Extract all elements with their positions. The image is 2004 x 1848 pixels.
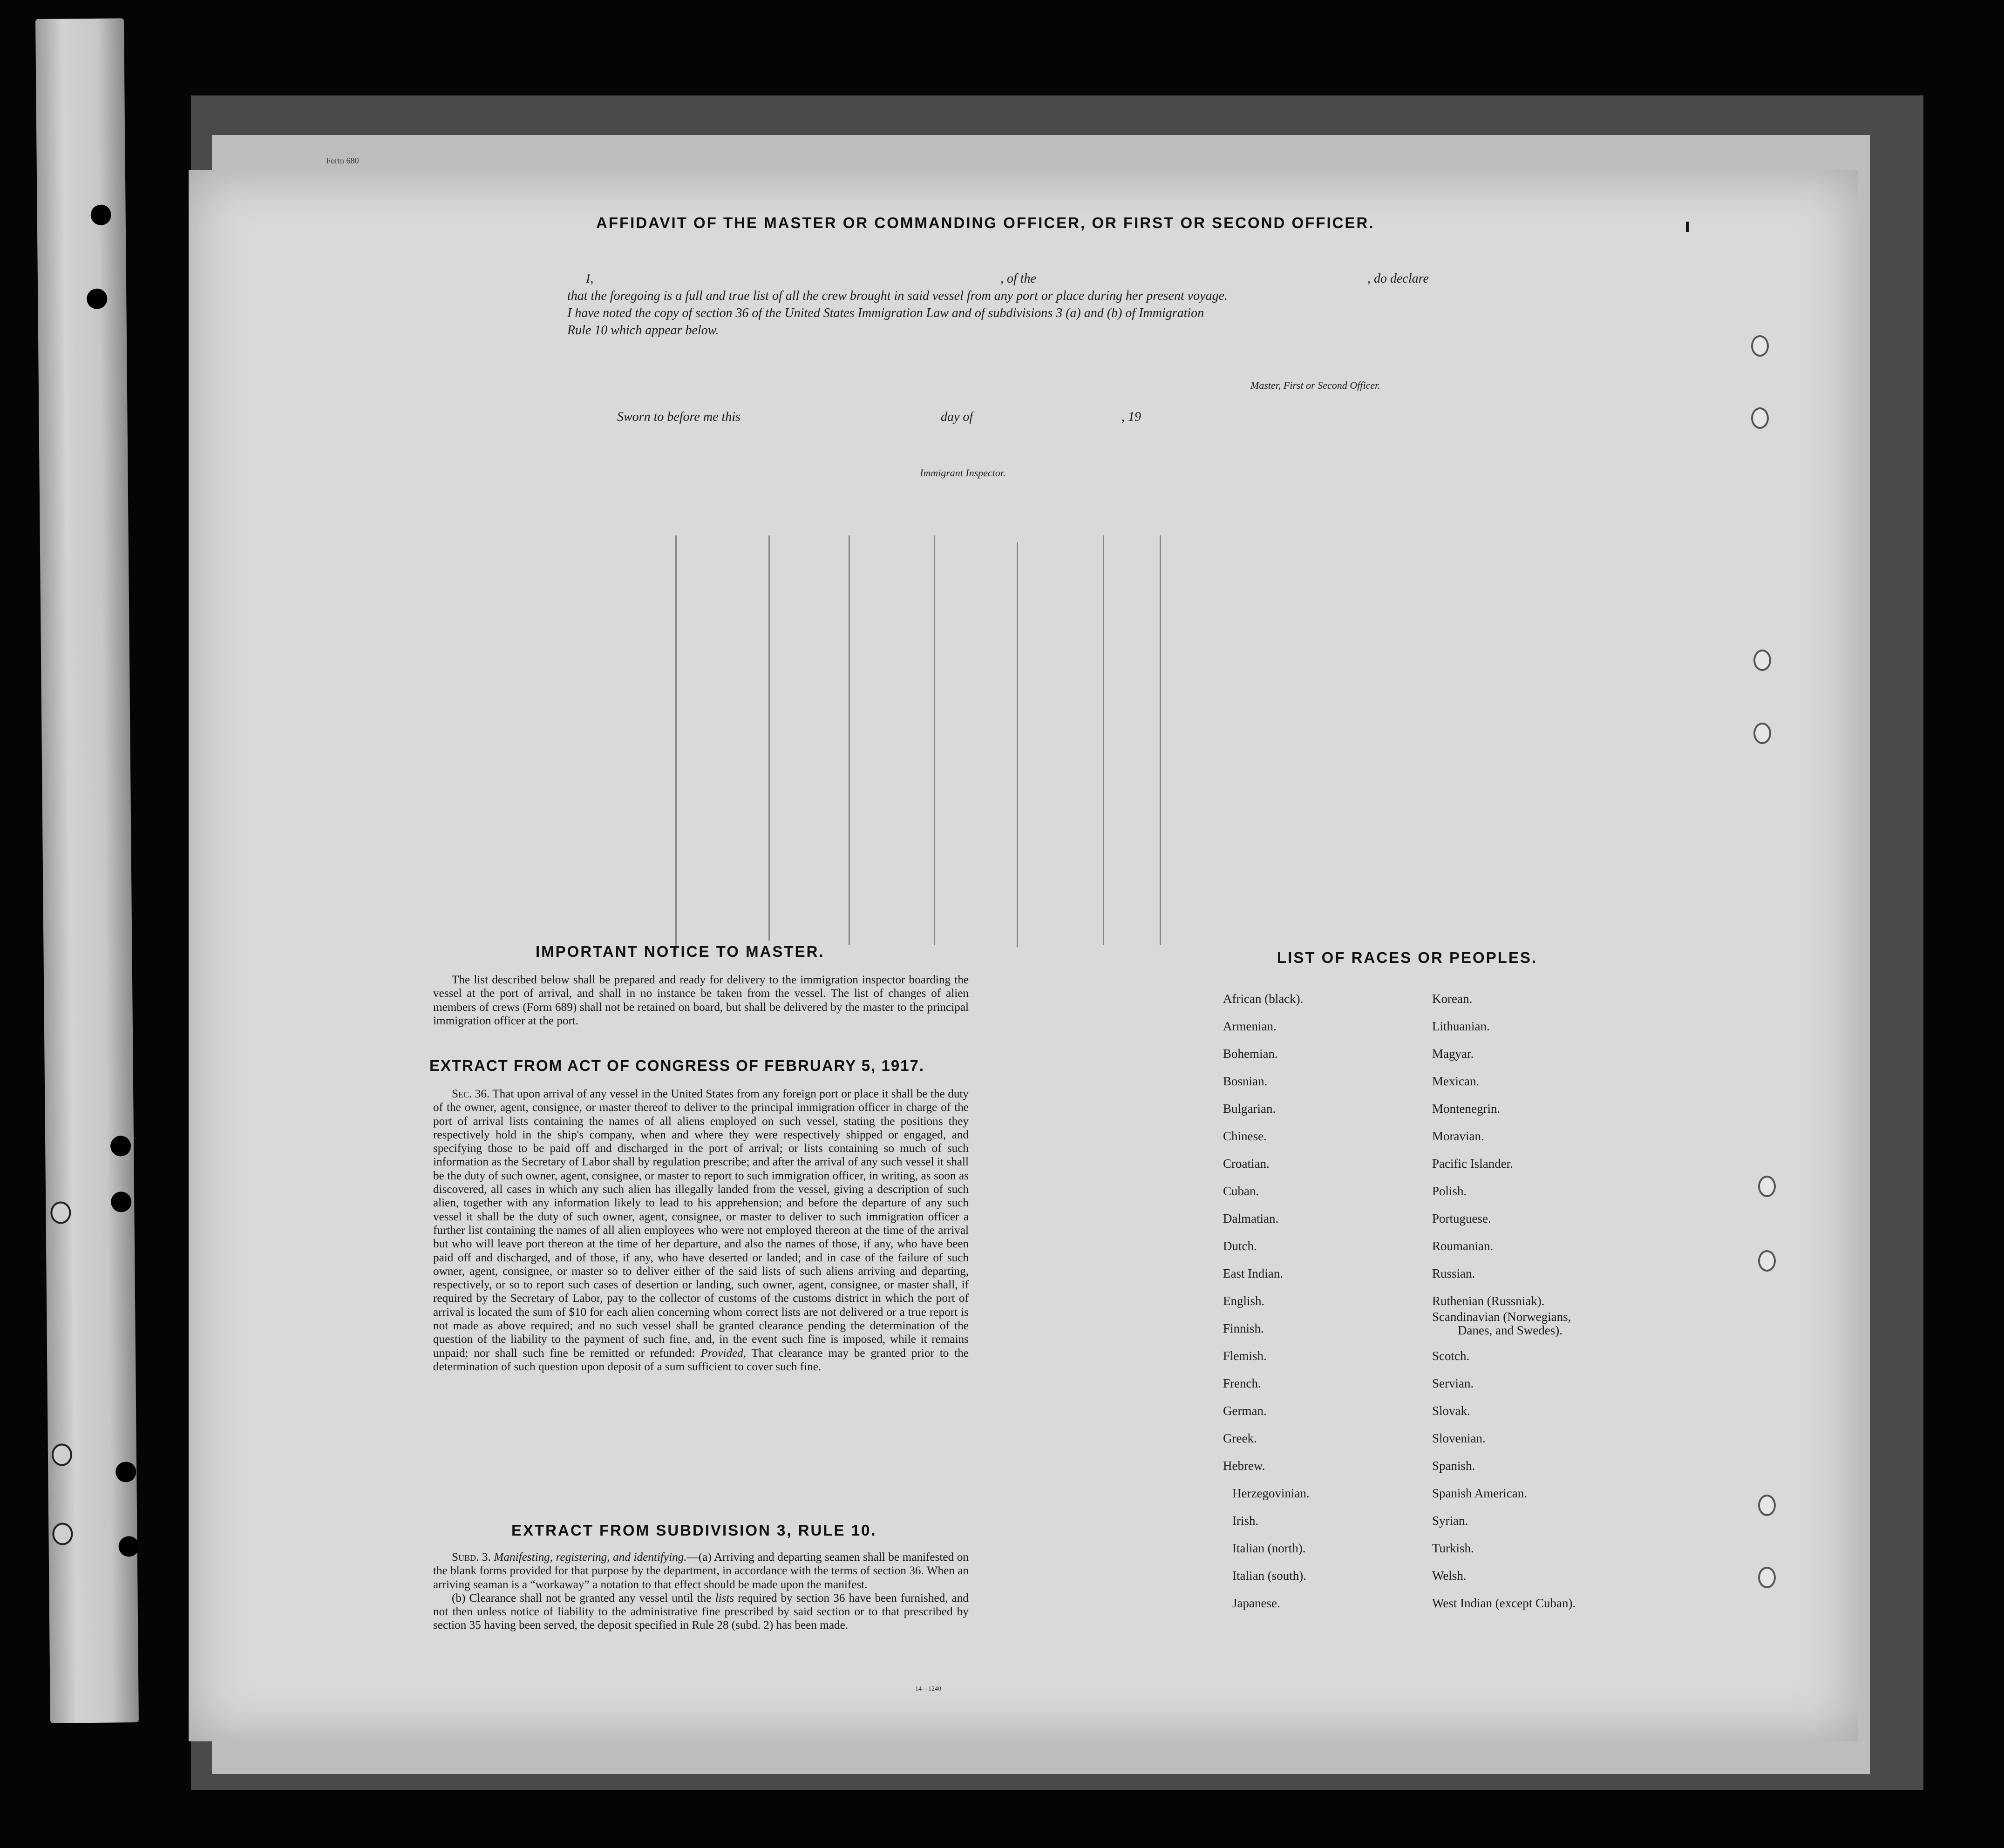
ink-mark bbox=[1686, 222, 1689, 232]
act-extract-title: EXTRACT FROM ACT OF CONGRESS OF FEBRUARY 5, 1917. bbox=[429, 1057, 925, 1074]
section-label: Sec. 36. bbox=[452, 1088, 490, 1100]
race-item: Irish. bbox=[1232, 1514, 1259, 1528]
race-item: Bulgarian. bbox=[1223, 1102, 1276, 1116]
punch-hole bbox=[111, 1191, 131, 1212]
notice-text: The list described below shall be prepared and ready for delivery to the immigration inspector boarding the vessel at the port of arrival, and shall in no instance be taken from the vessel. The list of changes of alien members of crews (Form 689) shall not be retained on board, but shall be delivered by the master to the principal immigration officer at the port. bbox=[433, 974, 969, 1027]
race-item: Cuban. bbox=[1223, 1184, 1259, 1198]
para-b-lists: lists bbox=[715, 1591, 734, 1604]
race-item: Italian (south). bbox=[1232, 1569, 1306, 1583]
race-item: Italian (north). bbox=[1232, 1541, 1306, 1555]
race-item: English. bbox=[1223, 1294, 1265, 1308]
race-item: Japanese. bbox=[1232, 1596, 1280, 1610]
year-prefix: , 19 bbox=[1121, 410, 1141, 424]
ring-hole bbox=[1751, 407, 1769, 429]
manifest-page bbox=[189, 170, 1858, 1741]
race-item: Bosnian. bbox=[1223, 1074, 1268, 1088]
do-declare-text: , do declare bbox=[1367, 271, 1429, 286]
race-item: Flemish. bbox=[1223, 1349, 1267, 1363]
rule-extract-title: EXTRACT FROM SUBDIVISION 3, RULE 10. bbox=[511, 1522, 877, 1539]
race-item: Welsh. bbox=[1432, 1569, 1467, 1583]
punch-hole bbox=[110, 1136, 131, 1156]
para-a: —(a) Arriving and departing seamen shall be manifested on the blank forms provided for that purpose by the department, in accordance with the terms of section 36. When an arriving seaman is a “workaway” a notation to that effect should be made upon the manifest. bbox=[433, 1551, 969, 1591]
column-rule bbox=[768, 535, 770, 941]
column-rule bbox=[675, 535, 677, 950]
punch-hole bbox=[91, 204, 111, 225]
race-item: Dalmatian. bbox=[1223, 1212, 1279, 1225]
ring-hole bbox=[1753, 650, 1771, 671]
race-item: Finnish. bbox=[1223, 1321, 1264, 1335]
affidavit-body bbox=[567, 270, 1457, 339]
race-item: Scandinavian (Norwegians, bbox=[1432, 1310, 1571, 1324]
race-item: Hebrew. bbox=[1223, 1459, 1265, 1473]
column-rule bbox=[1017, 542, 1018, 948]
ring-hole bbox=[1751, 335, 1769, 357]
race-item: African (black). bbox=[1223, 992, 1304, 1006]
column-rule bbox=[1160, 535, 1161, 945]
race-item: Croatian. bbox=[1223, 1157, 1270, 1171]
para-b-prefix: (b) Clearance shall not be granted any vessel until the bbox=[452, 1591, 712, 1604]
race-item: Spanish American. bbox=[1432, 1486, 1527, 1500]
of-the-text: , of the bbox=[1000, 271, 1036, 286]
ring-hole bbox=[1758, 1176, 1776, 1197]
act-text: That upon arrival of any vessel in the United States from any foreign port or place it shall be the duty of the owner, agent, consignee, or master thereof to deliver to the principal immigration officer in charge of the port of arrival lists containing the names of all aliens employed on such vessel, stating the positions they respectively hold in the ship's company, when and where they were respectively shipped or engaged, and specifying those to be paid off and discharged in the port of arrival; or lists containing so much of such information as the Secretary of Labor shall by regulation prescribe; and after the arrival of any such vessel it shall be the duty of such owner, agent, consignee, or master to report to such immigration officer, in writing, as soon as discovered, all cases in which any such alien has illegally landed from the vessel, giving a description of such alien, together with any information likely to lead to his apprehension; and before the departure of any such vessel it shall be the duty of such owner, agent, consignee, or master to deliver to such immigration officer a further list containing the names of all alien employees who were not employed thereon at the time of the arrival but who will leave port thereon at the time of her departure, and also the names of those, if any, who have been paid off and discharged, and of those, if any, who have deserted or landed; and in case of the failure of such owner, agent, consignee, or master so to deliver either of the said lists of such aliens arriving and departing, respectively, or so to report such cases of desertion or landing, such owner, agent, consignee, or master shall, if required by the Secretary of Labor, pay to the collector of customs of the customs district in which the port of arrival is located the sum of $10 for each alien concerning whom correct lists are not delivered or a true report is not made as above required; and no such vessel shall be granted clearance pending the determination of the question of the liability to the payment of such fine, and, in the event such fine is imposed, while it remains unpaid; nor shall such fine be remitted or refunded: bbox=[433, 1088, 969, 1360]
affidavit-title: AFFIDAVIT OF THE MASTER OR COMMANDING OFFICER, OR FIRST OR SECOND OFFICER. bbox=[596, 214, 1375, 231]
ring-hole bbox=[1758, 1567, 1776, 1588]
race-item: Danes, and Swedes). bbox=[1458, 1323, 1562, 1337]
ring-hole bbox=[1758, 1495, 1776, 1516]
binding-strip bbox=[35, 18, 139, 1723]
race-item: Armenian. bbox=[1223, 1019, 1277, 1033]
race-item: Roumanian. bbox=[1432, 1239, 1494, 1253]
race-item: Herzegovinian. bbox=[1232, 1486, 1310, 1500]
races-title: LIST OF RACES OR PEOPLES. bbox=[1277, 949, 1538, 966]
race-item: Moravian. bbox=[1432, 1129, 1484, 1143]
race-item: Turkish. bbox=[1432, 1541, 1474, 1555]
race-item: Dutch. bbox=[1223, 1239, 1257, 1253]
race-item: Scotch. bbox=[1432, 1349, 1470, 1363]
race-item: Slovak. bbox=[1432, 1404, 1470, 1418]
race-item: West Indian (except Cuban). bbox=[1432, 1596, 1576, 1610]
race-item: Spanish. bbox=[1432, 1459, 1475, 1473]
race-item: Mexican. bbox=[1432, 1074, 1480, 1088]
race-item: East Indian. bbox=[1223, 1266, 1283, 1280]
race-item: Ruthenian (Russniak). bbox=[1432, 1294, 1545, 1308]
race-item: Syrian. bbox=[1432, 1514, 1468, 1528]
race-item: Portuguese. bbox=[1432, 1212, 1491, 1225]
para-b: required by section 36 have been furnished, and not then unless notice of liability to the administrative fine prescribed by said section or to that prescribed by section 35 having been served, the deposit specified in Rule 28 (subd. 2) has been made. bbox=[433, 1591, 969, 1632]
notice-title: IMPORTANT NOTICE TO MASTER. bbox=[536, 943, 825, 960]
column-rule bbox=[934, 535, 935, 945]
ring-hole bbox=[50, 1201, 71, 1224]
form-number: Form 680 bbox=[326, 156, 359, 165]
act-extract-body bbox=[433, 1087, 969, 1374]
ring-hole bbox=[1758, 1250, 1776, 1272]
inspector-label: Immigrant Inspector. bbox=[920, 467, 1006, 479]
race-item: Servian. bbox=[1432, 1376, 1474, 1390]
race-item: Montenegrin. bbox=[1432, 1102, 1501, 1116]
subd-label: Subd. 3. bbox=[452, 1551, 491, 1564]
ring-hole bbox=[1753, 723, 1771, 744]
print-code: 14—1240 bbox=[915, 1686, 941, 1692]
provided-text: Provided, bbox=[700, 1347, 747, 1360]
race-item: Greek. bbox=[1223, 1431, 1257, 1445]
punch-hole bbox=[118, 1536, 139, 1557]
race-item: German. bbox=[1223, 1404, 1267, 1418]
race-item: Korean. bbox=[1432, 992, 1473, 1006]
race-item: French. bbox=[1223, 1376, 1261, 1390]
day-of-text: day of bbox=[941, 410, 973, 424]
race-item: Bohemian. bbox=[1223, 1047, 1278, 1061]
rule-extract-body bbox=[433, 1550, 969, 1632]
declarant-prefix: I, bbox=[586, 271, 594, 286]
sworn-text: Sworn to before me this bbox=[617, 410, 740, 424]
punch-hole bbox=[87, 289, 107, 309]
ring-hole bbox=[52, 1523, 73, 1545]
race-item: Polish. bbox=[1432, 1184, 1467, 1198]
act-text-end: That clearance may be granted prior to the determination of such question upon deposit of a sum sufficient to cover such fine. bbox=[433, 1347, 969, 1373]
race-item: Chinese. bbox=[1223, 1129, 1267, 1143]
affidavit-line: Rule 10 which appear below. bbox=[567, 323, 719, 338]
race-item: Lithuanian. bbox=[1432, 1019, 1490, 1033]
notice-body bbox=[433, 973, 969, 1028]
signature-label: Master, First or Second Officer. bbox=[1250, 379, 1380, 391]
race-item: Russian. bbox=[1432, 1266, 1475, 1280]
race-item: Pacific Islander. bbox=[1432, 1157, 1513, 1171]
race-item: Magyar. bbox=[1432, 1047, 1474, 1061]
column-rule bbox=[849, 535, 850, 945]
race-item: Slovenian. bbox=[1432, 1431, 1486, 1445]
column-rule bbox=[1103, 535, 1104, 945]
punch-hole bbox=[115, 1462, 136, 1482]
affidavit-line: I have noted the copy of section 36 of the United States Immigration Law and of subdivisions 3 (a) and (b) of Immigration bbox=[567, 306, 1204, 320]
subd-title: Manifesting, registering, and identifying. bbox=[494, 1551, 687, 1564]
ring-hole bbox=[52, 1443, 72, 1466]
affidavit-line: that the foregoing is a full and true list of all the crew brought in said vessel from any port or place during her present voyage. bbox=[567, 289, 1228, 303]
